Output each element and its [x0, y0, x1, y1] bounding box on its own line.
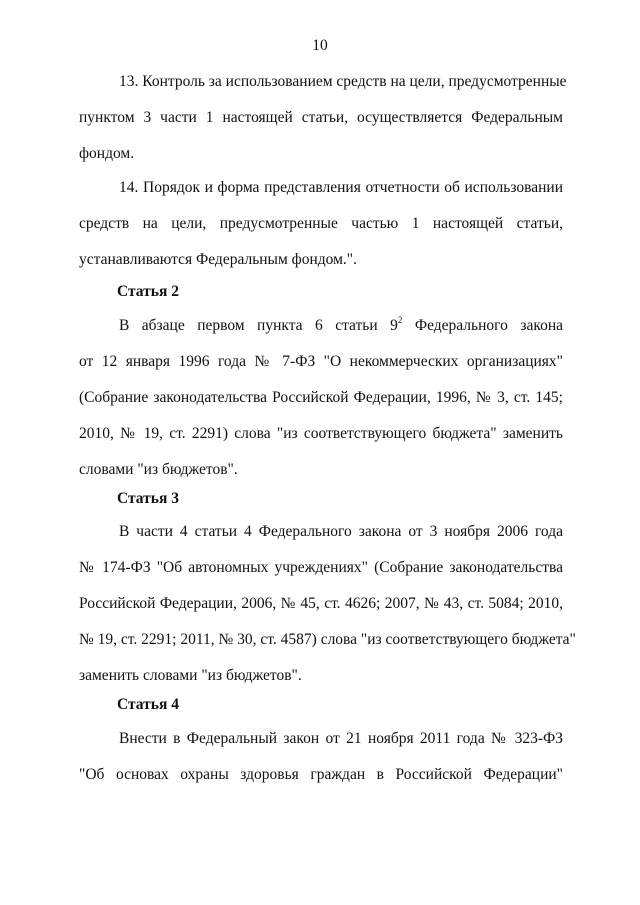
article-4-heading: Статья 4 — [117, 696, 179, 713]
text-line — [79, 316, 563, 352]
article-3-heading: Статья 3 — [117, 490, 179, 507]
text-line: от 12 января 1996 года № 7-ФЗ "О некоммерческих организациях" — [79, 353, 563, 370]
text-line: Российской Федерации, 2006, № 45, ст. 4626; 2007, № 43, ст. 5084; 2010, — [79, 595, 563, 612]
article-3-body — [79, 522, 576, 702]
text-line: словами "из бюджетов". — [79, 461, 238, 478]
text-fragment: Федерального закона — [402, 317, 563, 334]
text-fragment: В абзаце первом пункта 6 статьи 9 — [119, 317, 398, 334]
article-2-body — [79, 316, 563, 496]
text-line: "Об основах охраны здоровья граждан в Российской Федерации" — [79, 766, 563, 783]
text-line: (Собрание законодательства Российской Федерации, 1996, № 3, ст. 145; — [79, 389, 563, 406]
article-2-heading: Статья 2 — [117, 283, 179, 300]
text-line: устанавливаются Федеральным фондом.". — [79, 251, 357, 268]
paragraph-item-14 — [79, 178, 563, 286]
page-number: 10 — [312, 37, 328, 54]
text-line: № 19, ст. 2291; 2011, № 30, ст. 4587) слова "из соответствующего бюджета" — [79, 631, 576, 648]
article-4-body — [79, 729, 563, 801]
text-line: 13. Контроль за использованием средств на цели, предусмотренные — [119, 73, 567, 90]
text-line: В части 4 статьи 4 Федерального закона от 3 ноября 2006 года — [119, 523, 563, 540]
text-line: Внести в Федеральный закон от 21 ноября 2011 года № 323-ФЗ — [119, 730, 563, 747]
text-line: средств на цели, предусмотренные частью 1 настоящей статьи, — [79, 215, 563, 232]
text-line: № 174-ФЗ "Об автономных учреждениях" (Собрание законодательства — [79, 559, 563, 576]
text-line: пунктом 3 части 1 настоящей статьи, осуществляется Федеральным — [79, 109, 563, 126]
paragraph-item-13 — [79, 72, 567, 180]
text-line: 2010, № 19, ст. 2291) слова "из соответствующего бюджета" заменить — [79, 425, 563, 442]
text-line: заменить словами "из бюджетов". — [79, 667, 302, 684]
text-line: фондом. — [79, 145, 135, 162]
superscript: 2 — [397, 315, 403, 325]
text-line: 14. Порядок и форма представления отчетности об использовании — [119, 179, 563, 196]
